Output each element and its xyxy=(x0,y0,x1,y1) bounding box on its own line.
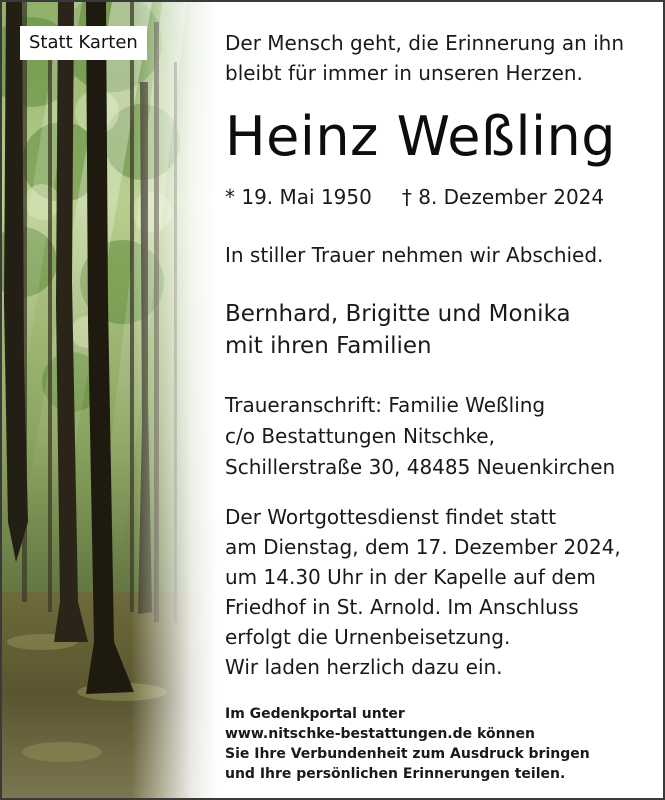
portal-line: Sie Ihre Verbundenheit zum Ausdruck bringen xyxy=(225,746,590,762)
service-info xyxy=(225,502,621,682)
portal-url: www.nitschke-bestattungen.de können xyxy=(225,726,535,742)
forest-image xyxy=(2,2,217,798)
farewell-text: In stiller Trauer nehmen wir Abschied. xyxy=(225,243,604,267)
mourners xyxy=(225,298,571,362)
statt-karten-badge: Statt Karten xyxy=(20,26,147,60)
service-line: Friedhof in St. Arnold. Im Anschluss xyxy=(225,595,579,619)
memorial-portal-note xyxy=(225,704,590,784)
address-line: Traueranschrift: Familie Weßling xyxy=(225,393,546,417)
birth-date: * 19. Mai 1950 xyxy=(225,185,372,209)
death-date: † 8. Dezember 2024 xyxy=(401,185,605,209)
life-dates xyxy=(225,182,604,212)
service-line: Wir laden herzlich dazu ein. xyxy=(225,655,503,679)
service-line: Der Wortgottesdienst findet statt xyxy=(225,505,557,529)
service-line: erfolgt die Urnenbeisetzung. xyxy=(225,625,511,649)
service-line: am Dienstag, dem 17. Dezember 2024, xyxy=(225,535,621,559)
address-line: Schillerstraße 30, 48485 Neuenkirchen xyxy=(225,455,616,479)
address-line: c/o Bestattungen Nitschke, xyxy=(225,424,495,448)
mourning-address xyxy=(225,390,615,483)
motto-line: Der Mensch geht, die Erinnerung an ihn xyxy=(225,31,625,55)
mourners-line: mit ihren Familien xyxy=(225,333,432,359)
deceased-name: Heinz Weßling xyxy=(225,105,617,168)
portal-line: und Ihre persönlichen Erinnerungen teilen. xyxy=(225,766,566,782)
mourners-line: Bernhard, Brigitte und Monika xyxy=(225,301,571,327)
service-line: um 14.30 Uhr in der Kapelle auf dem xyxy=(225,565,596,589)
portal-line: Im Gedenkportal unter xyxy=(225,706,405,722)
motto-line: bleibt für immer in unseren Herzen. xyxy=(225,61,583,85)
memorial-motto xyxy=(225,28,655,88)
